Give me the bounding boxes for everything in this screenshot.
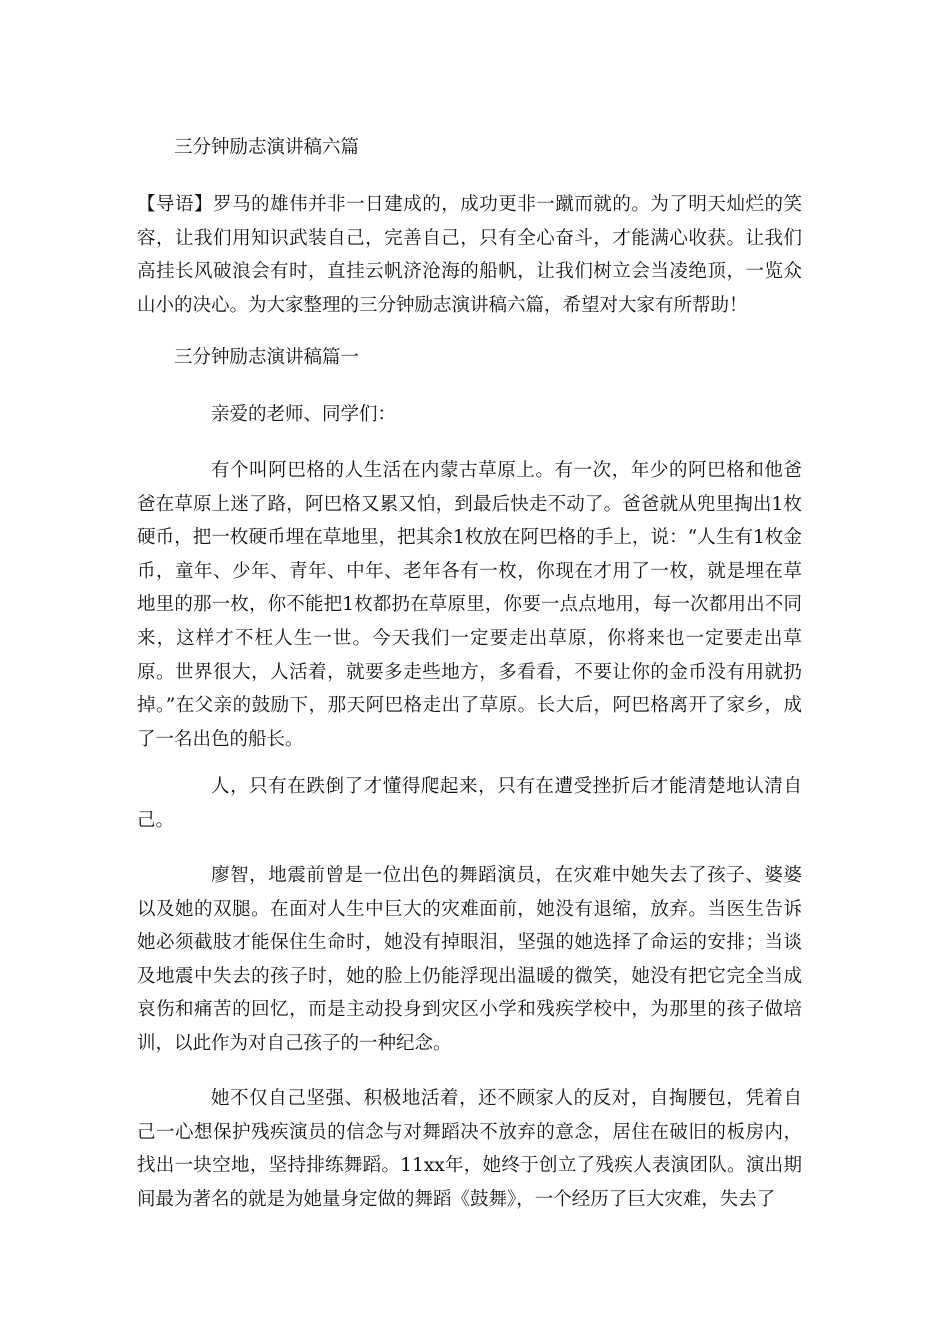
- section-title: 三分钟励志演讲稿篇一: [174, 347, 360, 368]
- document-title: 三分钟励志演讲稿六篇: [174, 137, 360, 158]
- body-paragraph-3: 廖智，地震前曾是一位出色的舞蹈演员，在灾难中她失去了孩子、婆婆以及她的双腿。在面对人生中巨大的灾难面前，她没有退缩，放弃。当医生告诉她必须截肢才能保住生命时，她没有掉眼泪，坚强的她选择了命运的安排；当谈及地震中失去的孩子时，她的脸上仍能浮现出温暖的微笑，她没有把它完全当成哀伤和痛苦的回忆，而是主动投身到灾区小学和残疾学校中，为那里的孩子做培训，以此作为对自己孩子的一种纪念。: [137, 865, 802, 1054]
- body-paragraph-4: 她不仅自己坚强、积极地活着，还不顾家人的反对，自掏腰包，凭着自己一心想保护残疾演员的信念与对舞蹈决不放弃的意念，居住在破旧的板房内，找出一块空地，坚持排练舞蹈。11xx年，她终于创立了残疾人表演团队。演出期间最为著名的就是为她量身定做的舞蹈《鼓舞》，一个经历了巨大灾难，失去了: [137, 1088, 802, 1210]
- body-paragraph-1: 有个叫阿巴格的人生活在内蒙古草原上。有一次，年少的阿巴格和他爸爸在草原上迷了路，阿巴格又累又怕，到最后快走不动了。爸爸就从兜里掏出1枚硬币，把一枚硬币埋在草地里，把其余1枚放在阿巴格的手上，说：“人生有1枚金币，童年、少年、青年、中年、老年各有一枚，你现在才用了一枚，就是埋在草地里的那一枚，你不能把1枚都扔在草原里，你要一点点地用，每一次都用出不同来，这样才不枉人生一世。今天我们一定要走出草原，你将来也一定要走出草原。世界很大，人活着，就要多走些地方，多看看，不要让你的金币没有用就扔掉。”在父亲的鼓励下，那天阿巴格走出了草原。长大后，阿巴格离开了家乡，成了一名出色的船长。: [137, 460, 802, 750]
- body-paragraph-2: 人，只有在跌倒了才懂得爬起来，只有在遭受挫折后才能清楚地认清自己。: [137, 776, 802, 831]
- intro-paragraph: 【导语】罗马的雄伟并非一日建成的，成功更非一蹴而就的。为了明天灿烂的笑容，让我们用知识武装自己，完善自己，只有全心奋斗，才能满心收获。让我们高挂长风破浪会有时，直挂云帆济沧海的船帆，让我们树立会当凌绝顶，一览众山小的决心。为大家整理的三分钟励志演讲稿六篇，希望对大家有所帮助！: [137, 194, 802, 316]
- greeting-line: 亲爱的老师、同学们：: [211, 404, 397, 425]
